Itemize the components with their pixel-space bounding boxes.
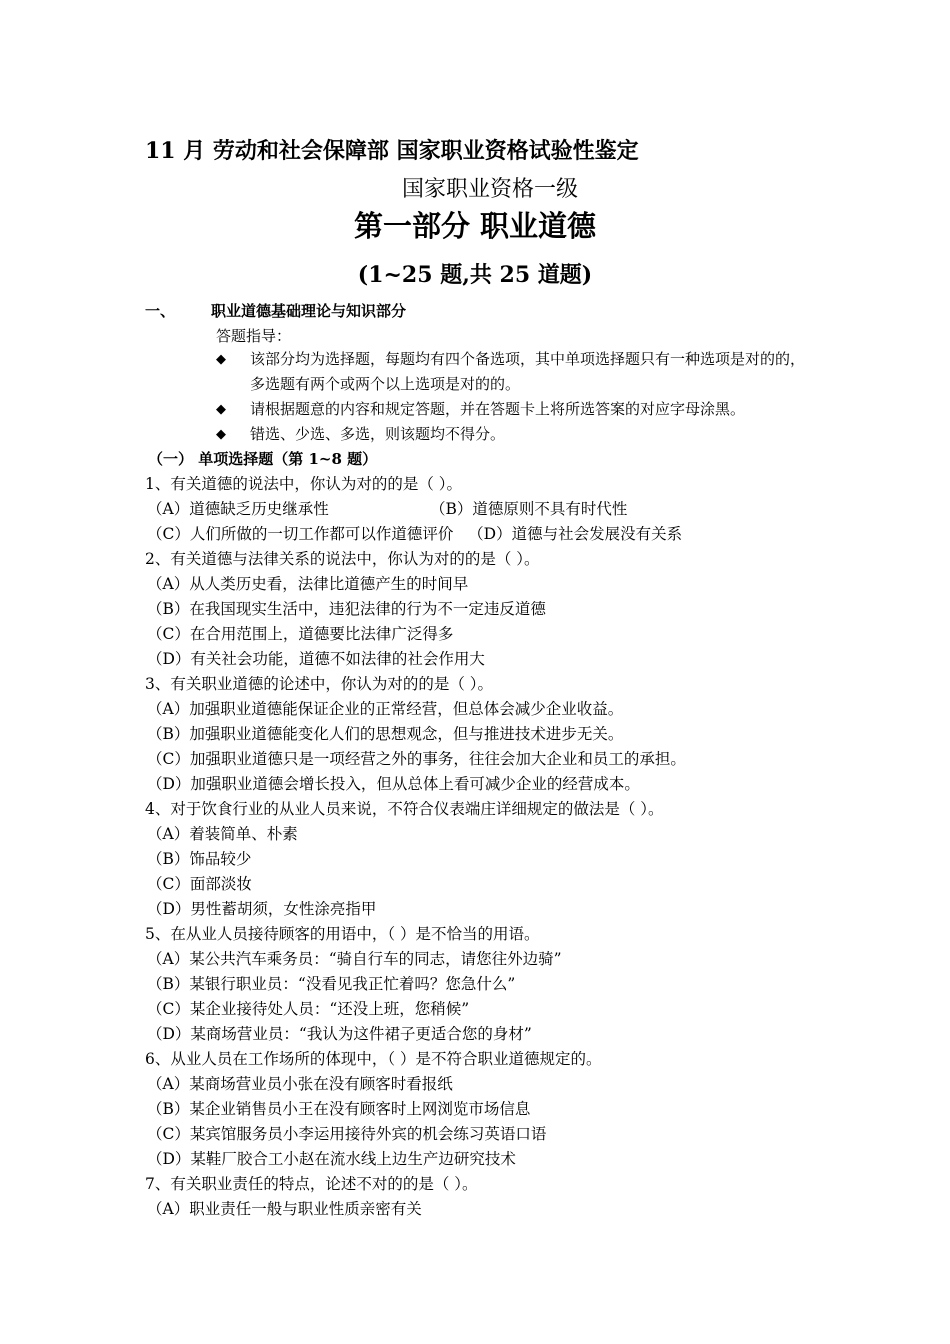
option-c: （C）某宾馆服务员小李运用接待外宾的机会练习英语口语 <box>147 1125 547 1143</box>
part-title: 第一部分 职业道德 <box>353 209 597 243</box>
subsection-heading: （一） 单项选择题（第 1~8 题） <box>148 450 378 468</box>
option-c: （C）在合用范围上，道德要比法律广泛得多 <box>147 625 454 643</box>
option-a: （A）某公共汽车乘务员：“骑自行车的同志，请您往外边骑” <box>147 950 562 968</box>
option-b: （B）某企业销售员小王在没有顾客时上网浏览市场信息 <box>147 1100 531 1118</box>
question-list <box>145 472 825 1222</box>
section-heading <box>145 300 406 321</box>
option-b: （B）饰品较少 <box>147 850 252 868</box>
question-3: 3、有关职业道德的论述中，你认为对的的是（ ）。 <box>145 675 494 693</box>
diamond-bullet-icon: ◆ <box>216 352 226 367</box>
option-c: （C）加强职业道德只是一项经营之外的事务，往往会加大企业和员工的承担。 <box>147 750 686 768</box>
question-1: 1、有关道德的说法中，你认为对的的是（ ）。 <box>145 475 463 493</box>
question-7: 7、有关职业责任的特点，论述不对的的是（ ）。 <box>145 1175 478 1193</box>
diamond-bullet-icon: ◆ <box>216 427 226 442</box>
option-d: （D）某商场营业员：“我认为这件裙子更适合您的身材” <box>147 1025 532 1043</box>
option-a: （A）从人类历史看，法律比道德产生的时间早 <box>147 575 469 593</box>
option-a: （A）道德缺乏历史继承性 <box>147 500 329 518</box>
option-b: （B）加强职业道德能变化人们的思想观念，但与推进技术进步无关。 <box>147 725 624 743</box>
option-d: （D）有关社会功能，道德不如法律的社会作用大 <box>147 650 485 668</box>
exam-header-line: 11 月 劳动和社会保障部 国家职业资格试验性鉴定 <box>145 138 639 164</box>
option-row <box>145 522 825 547</box>
guide-bullet-text: 请根据题意的内容和规定答题，并在答题卡上将所选答案的对应字母涂黑。 <box>250 400 746 418</box>
option-c: （C）面部淡妆 <box>147 875 252 893</box>
option-a: （A）职业责任一般与职业性质亲密有关 <box>147 1200 422 1218</box>
question-5: 5、在从业人员接待顾客的用语中，（ ）是不恰当的用语。 <box>145 925 540 943</box>
option-d: （D）加强职业道德会增长投入，但从总体上看可减少企业的经营成本。 <box>147 775 640 793</box>
diamond-bullet-icon: ◆ <box>216 402 226 417</box>
guide-bullet-text: 该部分均为选择题，每题均有四个备选项，其中单项选择题只有一种选项是对的的，多选题有两个或两个以上选项是对的的。 <box>250 350 806 393</box>
option-b: （B）道德原则不具有时代性 <box>430 500 628 518</box>
question-6: 6、从业人员在工作场所的体现中，（ ）是不符合职业道德规定的。 <box>145 1050 602 1068</box>
guide-label: 答题指导： <box>216 327 292 345</box>
option-b: （B）在我国现实生活中，违犯法律的行为不一定违反道德 <box>147 600 546 618</box>
guide-bullet-text: 错选、少选、多选，则该题均不得分。 <box>250 425 506 443</box>
section-number: 一、 <box>145 302 176 320</box>
section-title: 职业道德基础理论与知识部分 <box>211 302 407 320</box>
question-2: 2、有关道德与法律关系的说法中，你认为对的的是（ ）。 <box>145 550 540 568</box>
option-d: （D）男性蓄胡须，女性涂亮指甲 <box>147 900 377 918</box>
option-row <box>145 497 825 522</box>
question-range: (1~25 题,共 25 道题) <box>357 262 593 288</box>
option-a: （A）某商场营业员小张在没有顾客时看报纸 <box>147 1075 453 1093</box>
qualification-level: 国家职业资格一级 <box>401 177 578 202</box>
option-d: （D）某鞋厂胶合工小赵在流水线上边生产边研究技术 <box>147 1150 516 1168</box>
option-a: （A）着装简单、朴素 <box>147 825 298 843</box>
option-b: （B）某银行职业员：“没看见我正忙着吗？您急什么” <box>147 975 516 993</box>
option-c: （C）人们所做的一切工作都可以作道德评价 <box>147 525 454 543</box>
question-4: 4、对于饮食行业的从业人员来说，不符合仪表端庄详细规定的做法是（ ）。 <box>145 800 664 818</box>
option-a: （A）加强职业道德能保证企业的正常经营，但总体会减少企业收益。 <box>147 700 624 718</box>
option-d: （D）道德与社会发展没有关系 <box>468 525 683 543</box>
option-c: （C）某企业接待处人员：“还没上班，您稍候” <box>147 1000 470 1018</box>
